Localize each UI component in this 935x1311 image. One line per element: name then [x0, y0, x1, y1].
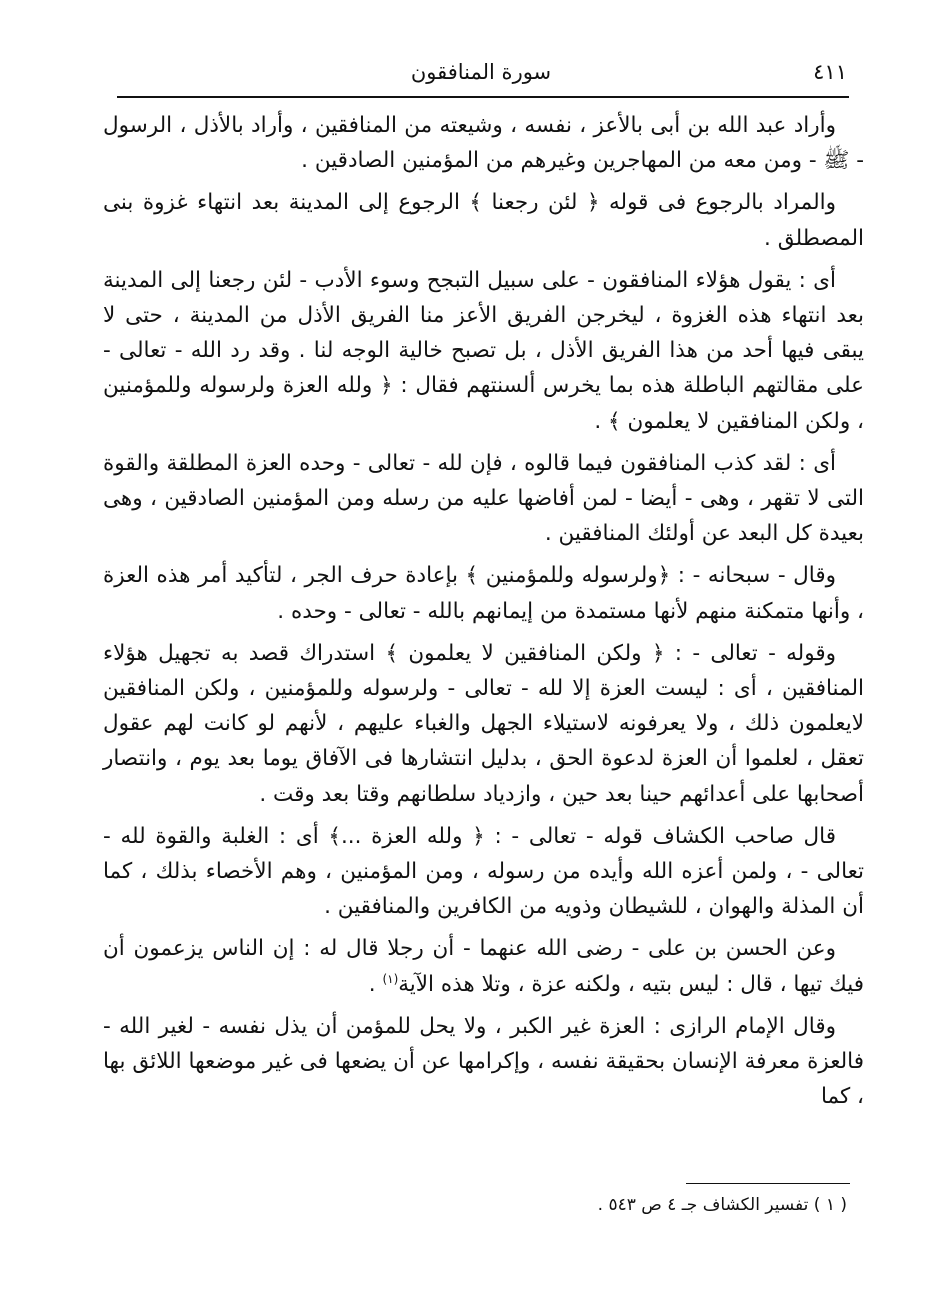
page-header	[115, 56, 847, 92]
footnote-rule	[686, 1183, 850, 1184]
footnote: ( ١ ) تفسير الكشاف جـ ٤ ص ٥٤٣ .	[597, 1195, 847, 1215]
surah-title: سورة المنافقون	[410, 60, 552, 84]
paragraph: أى : لقد كذب المنافقون فيما قالوه ، فإن لله - تعالى - وحده العزة المطلقة والقوة التى لا تقهر ، وهى - أيضا - لمن أفاضها عليه من رسله ومن المؤمنين الصادقين ، وهى بعيدة كل البعد عن أولئك المنافقين .	[103, 450, 864, 547]
body-text	[103, 108, 864, 1121]
paragraph-text: وعن الحسن بن على - رضى الله عنهما - أن رجلا قال له : إن الناس يزعمون أن فيك تيها ، قال : ليس بتيه ، ولكنه عزة ، وتلا هذه الآية	[103, 936, 864, 997]
header-rule	[117, 96, 849, 98]
paragraph: أى : يقول هؤلاء المنافقون - على سبيل التبجح وسوء الأدب - لئن رجعنا إلى المدينة بعد انتهاء هذه الغزوة ، ليخرجن الفريق الأعز منا الفريق الأذل من المدينة ، حتى لا يبقى فيها أحد من هذا الفريق الأذل ، بل تصبح خالية الوجه لنا . وقد رد الله - تعالى - على مقالتهم الباطلة هذه بما يخرس ألسنتهم فقال : ﴿ ولله العزة ولرسوله وللمؤمنين ، ولكن المنافقين لا يعلمون ﴾ .	[103, 267, 864, 434]
page-number: ٤١١	[813, 60, 847, 84]
paragraph: وقال - سبحانه - : ﴿ولرسوله وللمؤمنين ﴾ بإعادة حرف الجر ، لتأكيد أمر هذه العزة ، وأنها متمكنة منهم لأنها مستمدة من إيمانهم بالله - تعالى - وحده .	[103, 563, 864, 624]
paragraph: والمراد بالرجوع فى قوله ﴿ لئن رجعنا ﴾ الرجوع إلى المدينة بعد انتهاء غزوة بنى المصطلق .	[103, 190, 864, 251]
paragraph: وقوله - تعالى - : ﴿ ولكن المنافقين لا يعلمون ﴾ استدراك قصد به تجهيل هؤلاء المنافقين ، أى : ليست العزة إلا لله - تعالى - ولرسوله وللمؤمنين ، ولكن المنافقين لايعلمون ذلك ، ولا يعرفونه لاستيلاء الجهل والغباء عليهم ، لأنهم لو كانت لهم عقول تعقل ، لعلموا أن العزة لدعوة الحق ، بدليل انتشارها فى الآفاق يوما بعد يوم ، وانتصار أصحابها على أعدائهم حينا بعد حين ، وازدياد سلطانهم وقتا بعد وقت .	[103, 640, 864, 807]
paragraph: قال صاحب الكشاف قوله - تعالى - : ﴿ ولله العزة ...﴾ أى : الغلبة والقوة لله - تعالى - ، ولمن أعزه الله وأيده من رسوله ، ومن المؤمنين ، وهم الأخصاء بذلك ، كما أن المذلة والهوان ، للشيطان وذويه من الكافرين والمنافقين .	[103, 823, 864, 920]
footnote-marker: (١)	[382, 971, 399, 986]
paragraph: وأراد عبد الله بن أبى بالأعز ، نفسه ، وشيعته من المنافقين ، وأراد بالأذل ، الرسول - ﷺ - ومن معه من المهاجرين وغيرهم من المؤمنين الصادقين .	[103, 113, 864, 174]
paragraph: وقال الإمام الرازى : العزة غير الكبر ، ولا يحل للمؤمن أن يذل نفسه - لغير الله - فالعزة معرفة الإنسان بحقيقة نفسه ، وإكرامها عن أن يضعها فى غير موضعها اللائق بها ، كما	[103, 1013, 864, 1110]
paragraph	[103, 931, 864, 1001]
paragraph-end: .	[368, 971, 383, 997]
